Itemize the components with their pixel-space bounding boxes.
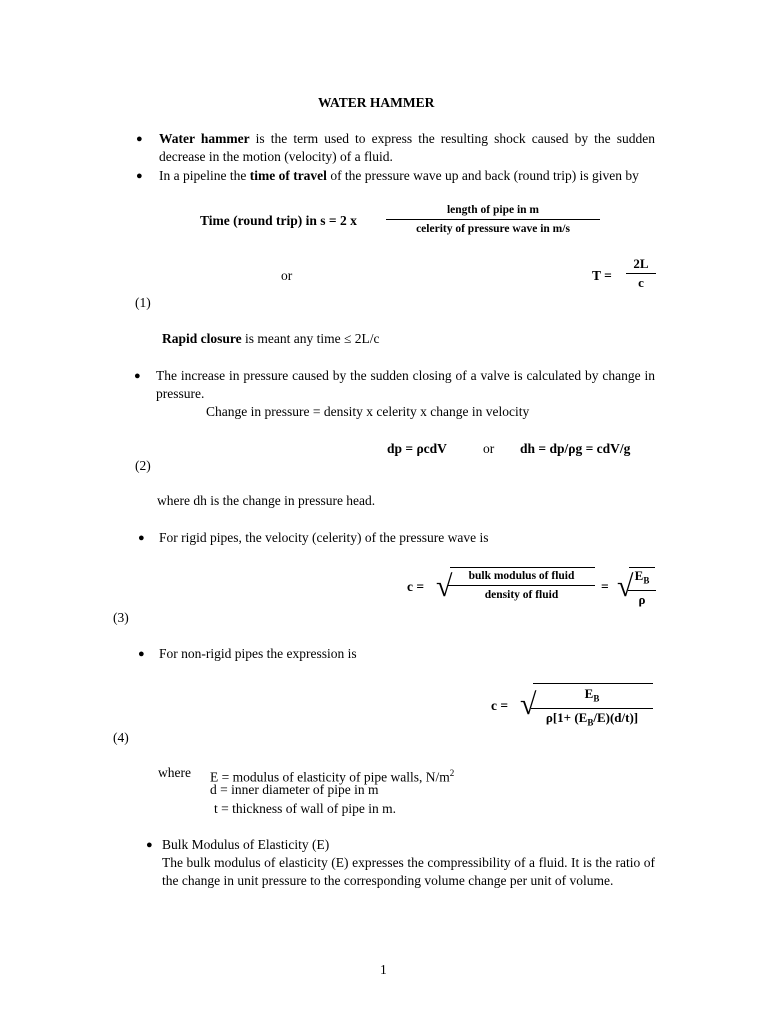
- eq4-num-e: E: [584, 686, 594, 701]
- eq1-numerator: length of pipe in m: [386, 202, 600, 220]
- term-bold: Water hammer: [159, 131, 250, 146]
- equation-number-3: (3): [113, 610, 129, 625]
- page-number: 1: [380, 962, 387, 977]
- eq3-lhs: c =: [407, 579, 425, 594]
- sqrt-overline: [533, 683, 653, 684]
- def-d: d = inner diameter of pipe in m: [210, 782, 379, 797]
- bullet-icon: ●: [138, 532, 145, 544]
- page-title: WATER HAMMER: [318, 95, 435, 110]
- eqT-lhs: T =: [592, 268, 612, 283]
- eq4-denominator: [531, 709, 653, 731]
- time-of-travel-paragraph: [159, 167, 655, 185]
- where-dh-text: where dh is the change in pressure head.: [157, 493, 376, 508]
- eq3-num2-sub: B: [643, 575, 650, 586]
- eq4-den-b: /E)(d/t)]: [593, 709, 639, 725]
- eq4-fraction: [531, 686, 653, 730]
- eq2-dp: dp = ρcdV: [387, 441, 447, 456]
- rigid-pipes-text: For rigid pipes, the velocity (celerity) of the pressure wave is: [159, 530, 489, 545]
- eq4-lhs: c =: [491, 698, 509, 713]
- rapid-closure-text: [162, 330, 380, 348]
- eq2-or: or: [483, 441, 495, 456]
- eq2-dh: dh = dp/ρg = cdV/g: [520, 441, 631, 456]
- eq3-denominator: density of fluid: [484, 589, 559, 601]
- rapid-text: is meant any time ≤ 2L/c: [241, 331, 380, 346]
- eq3-numerator: bulk modulus of fluid: [448, 568, 595, 586]
- bullet-icon: ●: [146, 839, 153, 851]
- text-pre: In a pipeline the: [159, 168, 250, 183]
- eq3-num2: [628, 568, 656, 591]
- bullet-icon: ●: [136, 170, 143, 182]
- eq4-numerator: [531, 686, 653, 709]
- non-rigid-pipes-text: For non-rigid pipes the expression is: [159, 646, 357, 661]
- eqT-fraction: [626, 256, 656, 291]
- def-e-sup: 2: [449, 768, 455, 778]
- eq3-den2: ρ: [638, 591, 646, 607]
- eq4-den-a: ρ[1+ (E: [545, 709, 588, 725]
- bulk-modulus-paragraph: The bulk modulus of elasticity (E) expresses the compressibility of a fluid. It is the ratio of the change in unit pressure to the corresponding volume change per unit of volume.: [162, 855, 655, 888]
- term-bold: time of travel: [249, 168, 327, 183]
- sqrt-icon: √: [617, 570, 634, 603]
- eq3-fraction: [448, 568, 595, 603]
- bullet-icon: ●: [134, 370, 141, 382]
- sqrt-icon: √: [436, 570, 453, 603]
- eq1-lhs: Time (round trip) in s = 2 x: [200, 213, 357, 228]
- definition-text: is the term used to express the resulting shock caused by the sudden decrease in the motion (velocity) of a fluid.: [159, 131, 655, 164]
- or-text: or: [281, 268, 293, 283]
- eq1-denominator: celerity of pressure wave in m/s: [416, 223, 570, 235]
- eq4-num-sub: B: [593, 693, 600, 704]
- eqT-denominator: c: [638, 275, 644, 290]
- equation-number-2: (2): [135, 458, 151, 473]
- eq3-num2-e: E: [634, 568, 644, 583]
- pressure-increase-paragraph: The increase in pressure caused by the sudden closing of a valve is calculated by change in pressure.: [156, 368, 655, 401]
- sqrt-icon: √: [520, 688, 537, 721]
- equation-number-4: (4): [113, 730, 129, 745]
- bullet-icon: ●: [138, 648, 145, 660]
- water-hammer-definition: [159, 130, 655, 166]
- equation-number-1: (1): [135, 295, 151, 310]
- text-post: of the pressure wave up and back (round trip) is given by: [326, 168, 639, 183]
- bullet-icon: ●: [136, 133, 143, 145]
- change-in-pressure-formula: Change in pressure = density x celerity x change in velocity: [206, 404, 530, 419]
- term-bold: Rapid closure: [162, 331, 242, 346]
- eqT-numerator: 2L: [626, 256, 656, 274]
- eq1-fraction: [386, 202, 600, 237]
- def-t: t = thickness of wall of pipe in m.: [214, 801, 396, 816]
- eq3-equals: =: [601, 579, 609, 594]
- def-e-text: E = modulus of elasticity of pipe walls, N/m: [210, 769, 450, 785]
- eq4-den-sub: B: [587, 717, 594, 728]
- where-label: where: [158, 765, 191, 780]
- bulk-modulus-heading: Bulk Modulus of Elasticity (E): [162, 837, 330, 852]
- eq3-fraction-2: [628, 568, 656, 608]
